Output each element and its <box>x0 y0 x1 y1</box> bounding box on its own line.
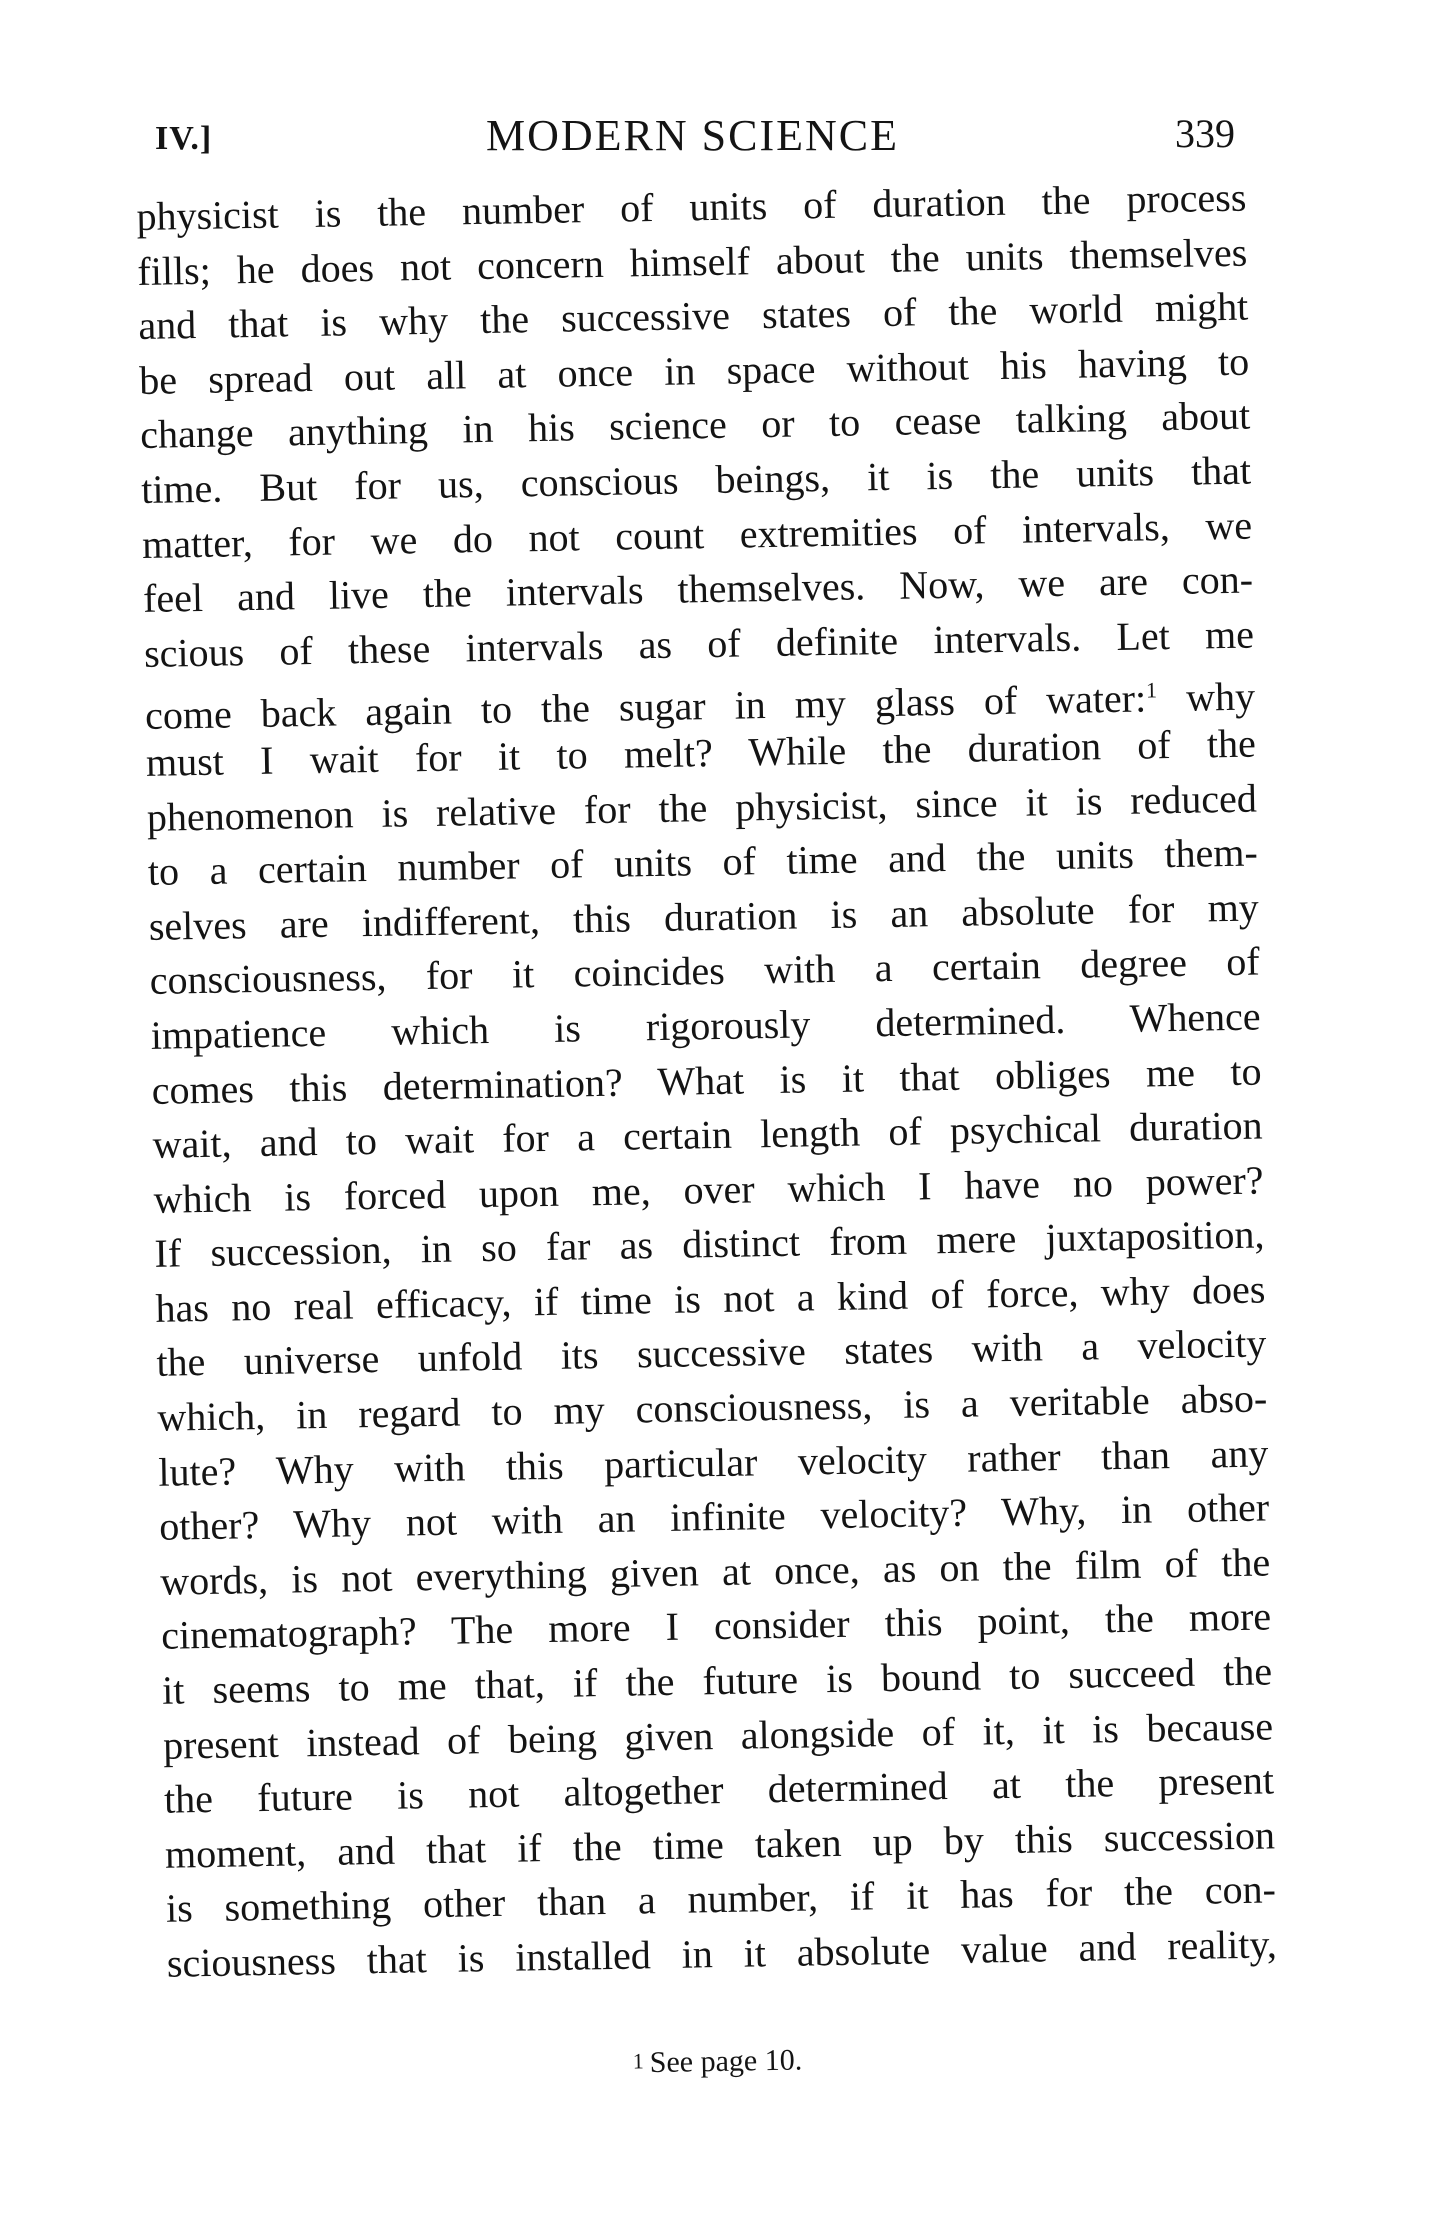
text-line: consciousness, for it coincides with a certain degree of <box>149 938 1261 1004</box>
text-line: scious of these intervals as of definite intervals. Let me <box>143 611 1255 676</box>
text-line: must I wait for it to melt? While the duration of the <box>145 720 1257 785</box>
text-line: wait, and to wait for a certain length of psychical duration <box>152 1102 1263 1167</box>
text-line: which, in regard to my consciousness, is a veritable abso- <box>157 1375 1268 1440</box>
text-line: physicist is the number of units of duration the process <box>136 174 1247 239</box>
text-line: selves are indifferent, this duration is an absolute for my <box>148 884 1260 949</box>
footnote-text: See page 10. <box>649 2043 803 2080</box>
text-line: the universe unfold its successive states with a velocity <box>156 1320 1267 1386</box>
text-line: moment, and that if the time taken up by this succession <box>164 1812 1276 1877</box>
text-line: sciousness that is installed in it absolute value and reality, <box>166 1921 1278 1986</box>
text-line: to a certain number of units of time and the units them- <box>147 829 1259 895</box>
text-line: other? Why not with an infinite velocity? Why, in other <box>158 1484 1270 1550</box>
text-line: impatience which is rigorously determined. Whence <box>150 993 1261 1058</box>
text-line: comes this determination? What is it that obliges me to <box>151 1047 1262 1113</box>
text-line: cinematograph? The more I consider this point, the more <box>160 1593 1272 1659</box>
text-line: be spread out all at once in space without his having to <box>138 338 1250 403</box>
text-line: and that is why the successive states of the world might <box>137 283 1249 349</box>
page-number: 339 <box>1175 111 1235 156</box>
text-line: the future is not altogether determined at the present <box>163 1757 1275 1822</box>
text-line: change anything in his science or to cease talking about <box>139 392 1251 458</box>
footnote <box>0 2032 1435 2091</box>
text-line: which is forced upon me, over which I have no power? <box>153 1157 1264 1222</box>
chapter-number: IV.] <box>155 120 213 157</box>
text-line: it seems to me that, if the future is bound to succeed the <box>161 1648 1273 1713</box>
running-header <box>150 110 1235 170</box>
text-fragment: why <box>1185 673 1256 721</box>
running-title: MODERN SCIENCE <box>485 111 900 160</box>
text-line: matter, for we do not count extremities of intervals, we <box>141 502 1253 567</box>
text-line: time. But for us, conscious beings, it is the units that <box>140 447 1252 512</box>
footnote-mark: 1 <box>632 2048 644 2074</box>
footnote-reference: 1 <box>1145 677 1158 703</box>
text-line: If succession, in so far as distinct from mere juxtaposition, <box>154 1211 1265 1277</box>
text-line: has no real efficacy, if time is not a kind of force, why does <box>155 1266 1266 1331</box>
text-line: words, is not everything given at once, as on the film of the <box>159 1539 1271 1604</box>
text-line: lute? Why with this particular velocity rather than any <box>157 1430 1269 1495</box>
text-line: is something other than a number, if it has for the con- <box>165 1866 1277 1932</box>
text-line: fills; he does not concern himself about the units themselves <box>137 229 1248 294</box>
text-line: phenomenon is relative for the physicist, since it is reduced <box>146 775 1258 840</box>
text-line: feel and live the intervals themselves. Now, we are con- <box>142 556 1254 622</box>
body-text <box>136 171 1277 1992</box>
text-fragment: come back again to the sugar in my glass of water: <box>144 675 1147 739</box>
text-line: present instead of being given alongside of it, it is because <box>162 1703 1274 1768</box>
